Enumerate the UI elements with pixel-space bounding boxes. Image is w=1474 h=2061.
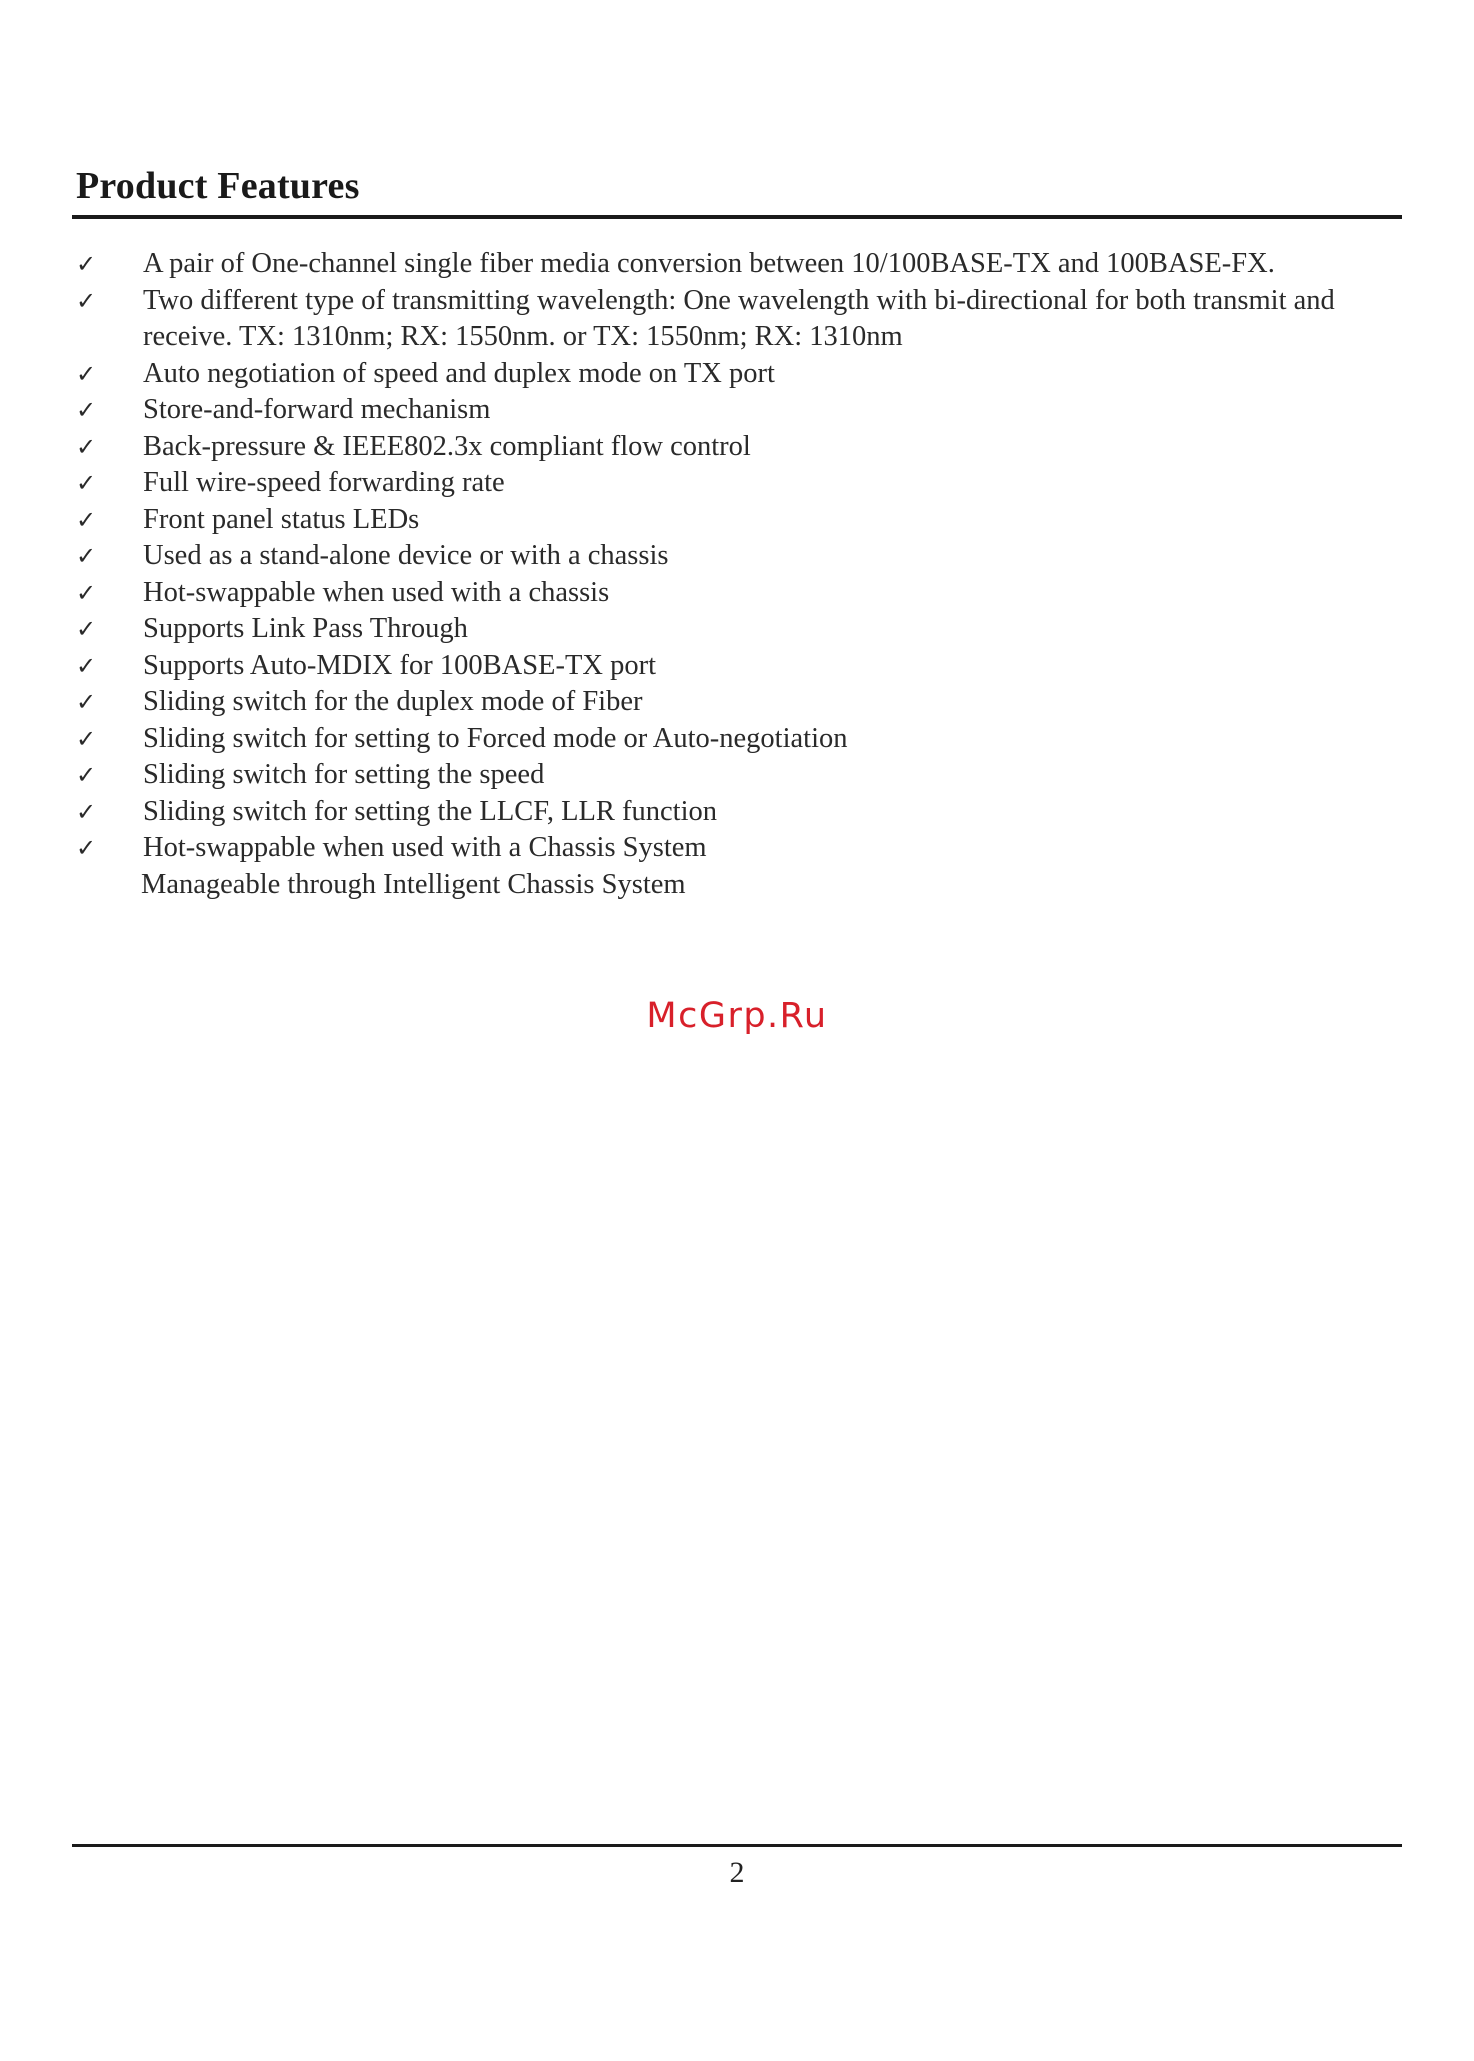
feature-text: Back-pressure & IEEE802.3x compliant flow control bbox=[143, 430, 751, 462]
checkmark-icon: ✓ bbox=[76, 505, 97, 534]
checkmark-icon: ✓ bbox=[76, 286, 97, 315]
feature-text: Store-and-forward mechanism bbox=[143, 394, 491, 425]
list-item bbox=[76, 246, 1406, 283]
list-item bbox=[76, 684, 1406, 721]
list-item bbox=[76, 538, 1406, 575]
feature-text: Supports Link Pass Through bbox=[143, 613, 468, 644]
list-item bbox=[76, 575, 1406, 612]
feature-text: Sliding switch for setting the speed bbox=[143, 759, 545, 790]
list-item bbox=[76, 392, 1406, 429]
feature-list bbox=[76, 246, 1406, 903]
list-item bbox=[76, 502, 1406, 539]
list-item bbox=[76, 721, 1406, 758]
feature-text: Sliding switch for setting the LLCF, LLR function bbox=[143, 795, 718, 827]
watermark-text: McGrp.Ru bbox=[646, 996, 828, 1036]
list-item bbox=[76, 830, 1406, 867]
checkmark-icon: ✓ bbox=[76, 615, 97, 643]
checkmark-icon: ✓ bbox=[76, 761, 97, 789]
list-item bbox=[76, 283, 1406, 356]
checkmark-icon: ✓ bbox=[76, 651, 97, 680]
feature-text: Front panel status LEDs bbox=[143, 503, 420, 535]
list-item-extra bbox=[76, 867, 1406, 904]
feature-text: Used as a stand-alone device or with a chassis bbox=[143, 540, 669, 571]
feature-text: Hot-swappable when used with a Chassis System bbox=[143, 832, 707, 863]
feature-text: A pair of One-channel single fiber media conversion between 10/100BASE-TX and 100BASE-FX. bbox=[143, 248, 1275, 279]
list-item bbox=[76, 611, 1406, 648]
feature-text: Two different type of transmitting wavelength: One wavelength with bi-directional for both transmit and receive. TX: 1310nm; RX: 1550nm. or TX: 1550nm; RX: 1310nm bbox=[143, 284, 1335, 352]
checkmark-icon: ✓ bbox=[76, 359, 97, 388]
feature-text: Manageable through Intelligent Chassis System bbox=[141, 868, 686, 900]
feature-text: Supports Auto-MDIX for 100BASE-TX port bbox=[143, 649, 656, 681]
page-number: 2 bbox=[729, 1856, 745, 1889]
checkmark-icon: ✓ bbox=[76, 688, 97, 716]
checkmark-icon: ✓ bbox=[76, 469, 97, 497]
feature-text: Sliding switch for setting to Forced mode or Auto-negotiation bbox=[143, 722, 848, 754]
feature-text: Sliding switch for the duplex mode of Fiber bbox=[143, 686, 643, 717]
checkmark-icon: ✓ bbox=[76, 797, 97, 826]
list-item bbox=[76, 648, 1406, 685]
feature-text: Hot-swappable when used with a chassis bbox=[143, 576, 610, 608]
feature-text: Full wire-speed forwarding rate bbox=[143, 467, 505, 498]
checkmark-icon: ✓ bbox=[76, 250, 97, 278]
checkmark-icon: ✓ bbox=[76, 834, 97, 862]
page-title: Product Features bbox=[76, 165, 360, 207]
list-item bbox=[76, 757, 1406, 794]
title-rule bbox=[72, 215, 1402, 219]
footer-rule bbox=[72, 1844, 1402, 1847]
list-item bbox=[76, 465, 1406, 502]
checkmark-icon: ✓ bbox=[76, 578, 97, 607]
checkmark-icon: ✓ bbox=[76, 724, 97, 753]
feature-text: Auto negotiation of speed and duplex mode on TX port bbox=[143, 357, 775, 389]
checkmark-icon: ✓ bbox=[76, 396, 97, 424]
checkmark-icon: ✓ bbox=[76, 432, 97, 461]
list-item bbox=[76, 356, 1406, 393]
list-item bbox=[76, 794, 1406, 831]
list-item bbox=[76, 429, 1406, 466]
checkmark-icon: ✓ bbox=[76, 542, 97, 570]
